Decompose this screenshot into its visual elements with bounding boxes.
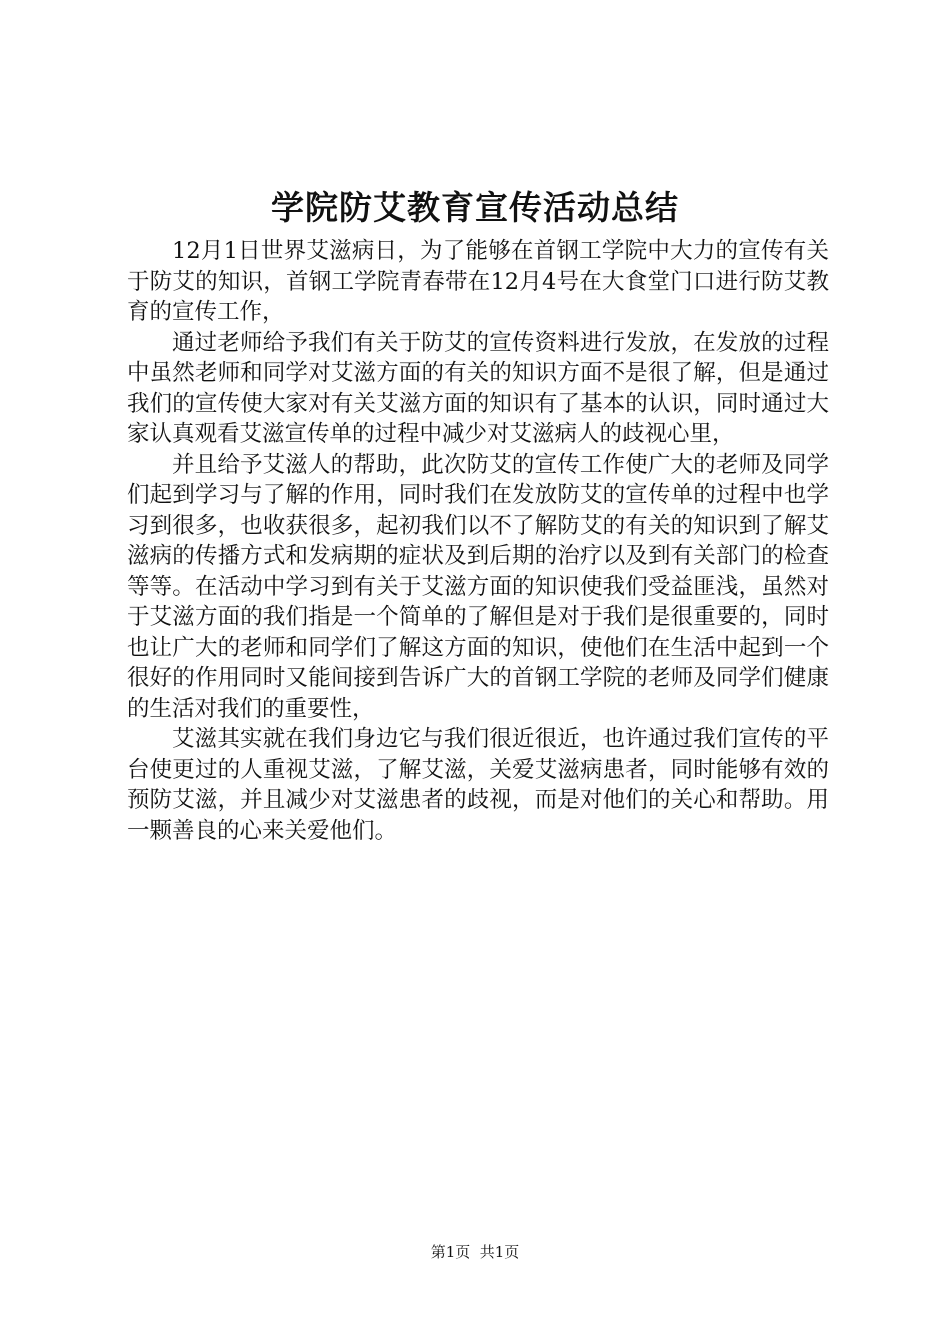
page-footer: 第1页 共1页 <box>430 1243 520 1261</box>
document-body <box>127 236 829 846</box>
paragraph: 12月1日世界艾滋病日，为了能够在首钢工学院中大力的宣传有关于防艾的知识，首钢工学院青春带在12月4号在大食堂门口进行防艾教育的宣传工作， <box>127 238 829 325</box>
document-title: 学院防艾教育宣传活动总结 <box>271 188 679 227</box>
paragraph: 艾滋其实就在我们身边它与我们很近很近，也许通过我们宣传的平台使更过的人重视艾滋，了解艾滋，关爱艾滋病患者，同时能够有效的预防艾滋，并且减少对艾滋患者的歧视，而是对他们的关心和帮助。用一颗善良的心来关爱他们。 <box>127 726 829 844</box>
paragraph: 并且给予艾滋人的帮助，此次防艾的宣传工作使广大的老师及同学们起到学习与了解的作用，同时我们在发放防艾的宣传单的过程中也学习到很多，也收获很多，起初我们以不了解防艾的有关的知识到了解艾滋病的传播方式和发病期的症状及到后期的治疗以及到有关部门的检查等等。在活动中学习到有关于艾滋方面的知识使我们受益匪浅，虽然对于艾滋方面的我们指是一个简单的了解但是对于我们是很重要的，同时也让广大的老师和同学们了解这方面的知识，使他们在生活中起到一个很好的作用同时又能间接到告诉广大的首钢工学院的老师及同学们健康的生活对我们的重要性， <box>127 451 829 722</box>
paragraph: 通过老师给予我们有关于防艾的宣传资料进行发放，在发放的过程中虽然老师和同学对艾滋方面的有关的知识方面不是很了解，但是通过我们的宣传使大家对有关艾滋方面的知识有了基本的认识，同时通过大家认真观看艾滋宣传单的过程中减少对艾滋病人的歧视心里， <box>127 329 829 447</box>
